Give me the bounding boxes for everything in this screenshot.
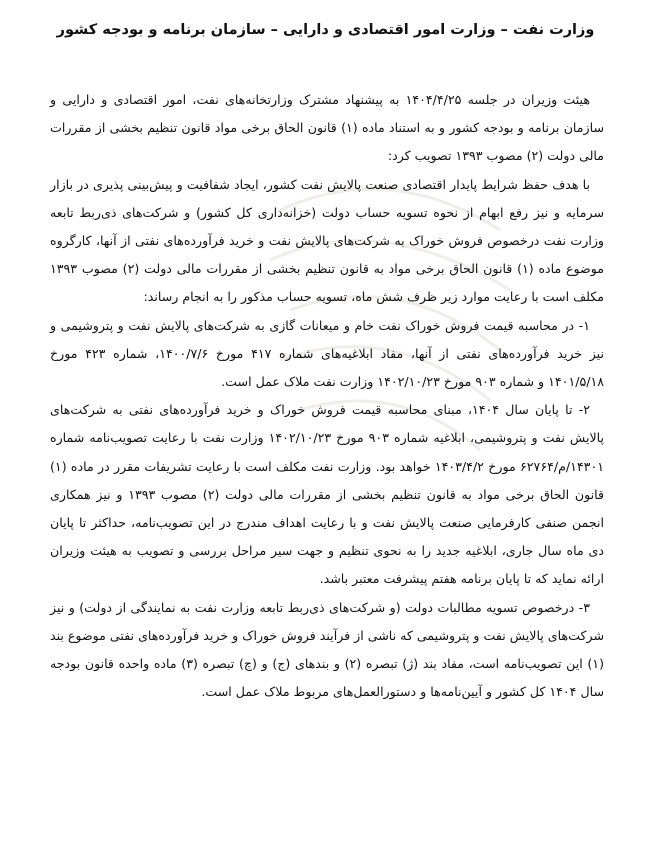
clause-3-paragraph: ۳- درخصوص تسویه مطالبات دولت (و شرکت‌های ذی‌ربط تابعه وزارت نفت به نمایندگی از دولت) و نیز شرکت‌های پالایش نفت و پتروشیمی که ناشی از فرآیند فروش خوراک و خرید فرآورده‌های نفتی موضوع بند (۱) این تصویب‌نامه است، مفاد بند (ژ) تبصره (۲) و بندهای (ج) و (چ) تبصره (۳) ماده واحده قانون بودجه سال ۱۴۰۴ کل کشور و آیین‌نامه‌ها و دستورالعمل‌های مربوط ملاک عمل است. [50, 599, 604, 700]
clause-1-paragraph: ۱- در محاسبه قیمت فروش خوراک نفت خام و میعانات گازی به شرکت‌های پالایش نفت و پتروشیمی و نیز خرید فرآورده‌های نفتی از آنها، مفاد ابلاغیه‌های شماره ۴۱۷ مورخ ۱۴۰۰/۷/۶، شماره ۴۲۳ مورخ ۱۴۰۱/۵/۱۸ و شماره ۹۰۳ مورخ ۱۴۰۲/۱۰/۲۳ وزارت نفت ملاک عمل است. [50, 317, 604, 390]
preamble-paragraph: هیئت وزیران در جلسه ۱۴۰۴/۴/۲۵ به پیشنهاد مشترک وزارتخانه‌های نفت، امور اقتصادی و دارایی و سازمان برنامه و بودجه کشور و به استناد ماده (۱) قانون الحاق برخی مواد قانون تنظیم بخشی از مقررات مالی دولت (۲) مصوب ۱۳۹۳ تصویب کرد: [50, 92, 604, 164]
document-body [50, 86, 604, 706]
objective-paragraph: با هدف حفظ شرایط پایدار اقتصادی صنعت پالایش نفت کشور، ایجاد شفافیت و پیش‌بینی پذیری در بازار سرمایه و نیز رفع ابهام از نحوه تسویه حساب دولت (خزانه‌داری کل کشور) و شرکت‌های ذی‌ربط تابعه وزارت نفت درخصوص فروش خوراک به شرکت‌های پالایش نفت و خرید فرآورده‌های نفتی از آنها، کارگروه موضوع ماده (۱) قانون الحاق برخی مواد به قانون تنظیم بخشی از مقررات مالی دولت (۲) مصوب ۱۳۹۳ مکلف است با رعایت موارد زیر ظرف شش ماه، تسویه حساب مذکور را به انجام رساند: [50, 176, 604, 305]
clause-2-paragraph: ۲- تا پایان سال ۱۴۰۴، مبنای محاسبه قیمت فروش خوراک و خرید فرآورده‌های نفتی به شرکت‌های پالایش نفت و پتروشیمی، ابلاغیه شماره ۹۰۳ مورخ ۱۴۰۲/۱۰/۲۳ وزارت نفت با رعایت تصویب‌نامه شماره ۱۴۳۰۱/م/۶۲۷۶۴ مورخ ۱۴۰۳/۴/۲ خواهد بود. وزارت نفت مکلف است با رعایت تشریفات مقرر در ماده (۱) قانون الحاق برخی مواد به قانون تنظیم بخشی از مقررات مالی دولت (۲) مصوب ۱۳۹۳ و نیز همکاری انجمن صنفی کارفرمایی صنعت پالایش نفت و با رعایت اهداف مندرج در این تصویب‌نامه، حداکثر تا پایان دی ماه سال جاری، ابلاغیه جدید را به نحوی تنظیم و جهت سیر مراحل بررسی و تصویب به هیئت وزیران ارائه نماید که تا پایان برنامه هفتم پیشرفت معتبر باشد. [50, 402, 605, 587]
document-title: وزارت نفت – وزارت امور اقتصادی و دارایی – سازمان برنامه و بودجه کشور [56, 22, 595, 38]
